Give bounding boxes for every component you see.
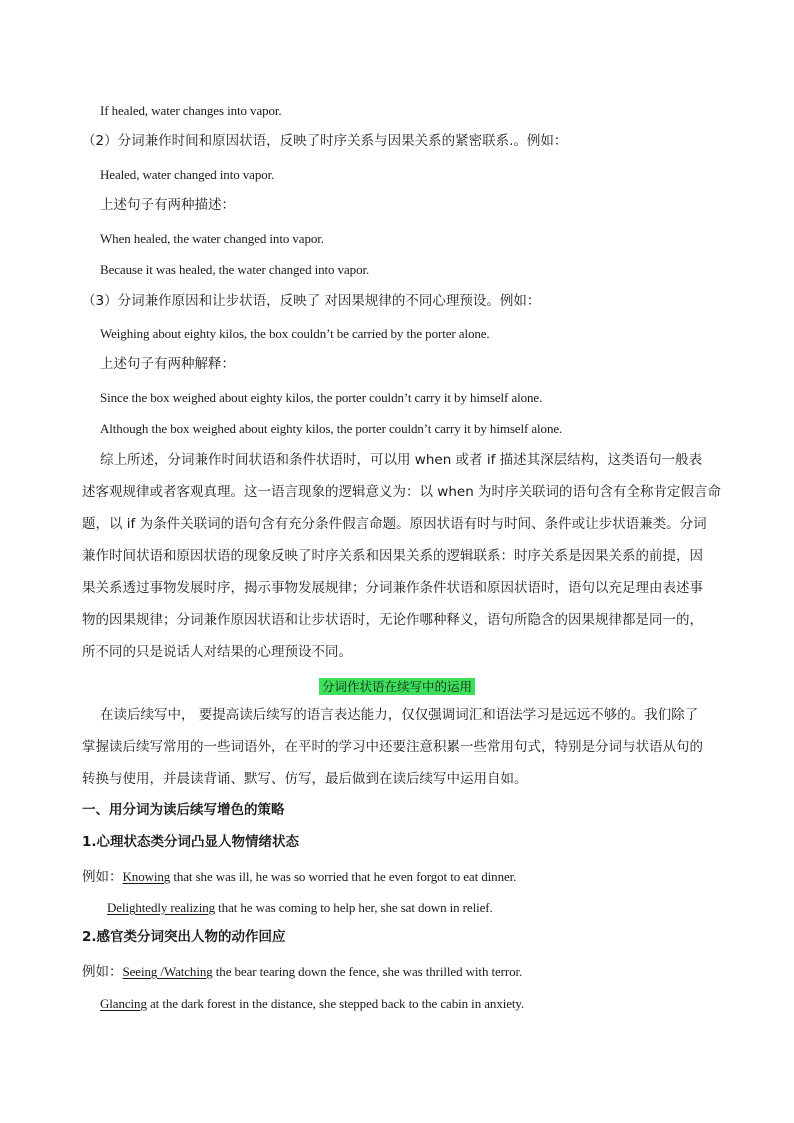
example-2 [107,899,493,915]
point-2-heading: （2）分词兼作时间和原因状语，反映了时序关系与因果关系的紧密联系.。例如： [82,133,568,149]
section-heading-wrap [0,676,794,695]
example-prefix: 例如： [82,869,123,885]
sentence-rest: that he was coming to help her, she sat down in relief. [215,900,493,915]
paragraph-line: 所不同的只是说话人对结果的心理预设不同。 [82,644,352,660]
paragraph-line: 在读后续写中， 要提高读后续写的语言表达能力，仅仅强调词汇和语法学习是远远不够的。我们除了 [100,707,699,723]
example-sentence: Since the box weighed about eighty kilos, the porter couldn’t carry it by himself alone. [100,390,543,405]
sentence-rest: the bear tearing down the fence, she was thrilled with terror. [212,964,523,979]
paragraph-line: 题，以 if 为条件关联词的语句含有充分条件假言命题。原因状语有时与时间、条件或让步状语兼类。分词 [82,516,707,532]
sentence-rest: that she was ill, he was so worried that he even forgot to eat dinner. [170,869,517,884]
paragraph-line: 兼作时间状语和原因状语的现象反映了时序关系和因果关系的逻辑联系：时序关系是因果关系的前提，因 [82,548,703,564]
paragraph-line: 综上所述，分词兼作时间状语和条件状语时，可以用 when 或者 if 描述其深层结构，这类语句一般表 [100,452,703,468]
paragraph-line: 掌握读后续写常用的一些词语外，在平时的学习中还要注意积累一些常用句式，特别是分词与状语从句的 [82,739,703,755]
subheading-1: 1.心理状态类分词凸显人物情绪状态 [82,834,300,850]
paragraph-line: 转换与使用，并晨读背诵、默写、仿写，最后做到在读后续写中运用自如。 [82,771,528,787]
subheading-2: 2.感官类分词突出人物的动作回应 [82,929,286,945]
underlined-participle: Delightedly realizing [107,900,216,915]
example-1 [82,868,516,885]
example-prefix: 例如： [82,964,123,980]
example-sentence: Because it was healed, the water changed into vapor. [100,262,370,277]
underlined-participle: Knowing [122,869,171,884]
paragraph-line: 物的因果规律；分词兼作原因状语和让步状语时，无论作哪种释义，语句所隐含的因果规律都是同一的， [82,612,703,628]
example-sentence: When healed, the water changed into vapor. [100,231,324,246]
example-4 [100,995,524,1011]
example-sentence: Healed, water changed into vapor. [100,167,275,182]
section-heading: 分词作状语在续写中的运用 [319,678,475,695]
sentence-rest: at the dark forest in the distance, she stepped back to the cabin in anxiety. [146,996,525,1011]
point-3-heading: （3）分词兼作原因和让步状语，反映了 对因果规律的不同心理预设。例如： [82,293,541,309]
example-sentence: Weighing about eighty kilos, the box couldn’t be carried by the porter alone. [100,326,490,341]
example-sentence: Although the box weighed about eighty kilos, the porter couldn’t carry it by himself alone. [100,421,563,436]
example-3 [82,963,522,980]
underlined-participle: Seeing /Watching [122,964,213,979]
strategy-heading: 一、用分词为读后续写增色的策略 [82,802,285,818]
paragraph-line: 述客观规律或者客观真理。这一语言现象的逻辑意义为：以 when 为时序关联词的语句含有全称肯定假言命 [82,484,722,500]
underlined-participle: Glancing [100,996,147,1011]
description-label: 上述句子有两种描述： [100,197,235,213]
paragraph-line: 果关系透过事物发展时序，揭示事物发展规律；分词兼作条件状语和原因状语时，语句以充足理由表述事 [82,580,703,596]
explanation-label: 上述句子有两种解释： [100,356,235,372]
example-sentence: If healed, water changes into vapor. [100,103,282,118]
